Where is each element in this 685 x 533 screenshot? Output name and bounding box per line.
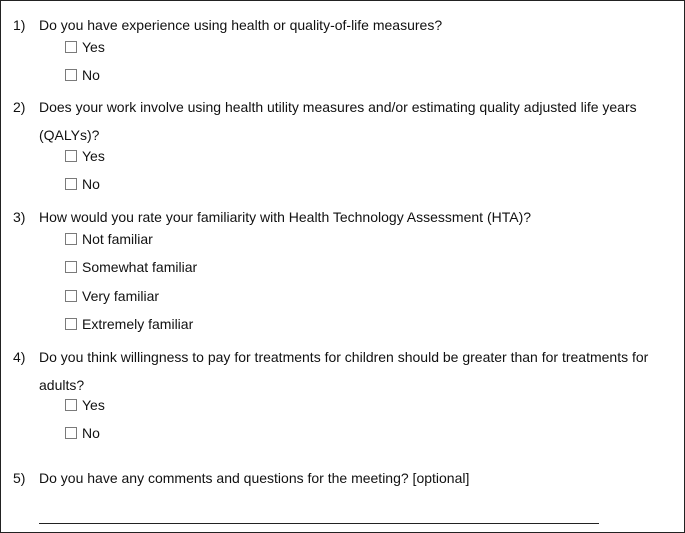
option-q1-no[interactable] <box>65 66 100 84</box>
checkbox[interactable] <box>65 290 77 302</box>
option-label: Extremely familiar <box>82 316 194 332</box>
checkbox[interactable] <box>65 261 77 273</box>
comments-answer-line[interactable] <box>39 523 599 524</box>
option-q2-yes[interactable] <box>65 147 105 165</box>
option-q3-somewhat-familiar[interactable] <box>65 258 197 276</box>
option-q1-yes[interactable] <box>65 38 105 56</box>
option-label: Not familiar <box>82 231 153 247</box>
checkbox[interactable] <box>65 233 77 245</box>
question-text: Do you think willingness to pay for treatments for children should be greater than for treatments for adults? <box>39 349 649 393</box>
checkbox[interactable] <box>65 41 77 53</box>
option-q4-no[interactable] <box>65 424 100 442</box>
question-text: Do you have experience using health or quality-of-life measures? <box>39 17 443 33</box>
option-q3-very-familiar[interactable] <box>65 287 159 305</box>
question-number: 5) <box>13 470 26 486</box>
question-number: 2) <box>13 99 26 115</box>
checkbox[interactable] <box>65 69 77 81</box>
option-label: Yes <box>82 397 105 413</box>
question-text: Do you have any comments and questions for the meeting? [optional] <box>39 470 470 486</box>
option-label: Very familiar <box>82 288 160 304</box>
option-label: No <box>82 67 100 83</box>
option-q3-extremely-familiar[interactable] <box>65 315 193 333</box>
option-q2-no[interactable] <box>65 175 100 193</box>
option-q4-yes[interactable] <box>65 396 105 414</box>
question-text: How would you rate your familiarity with Health Technology Assessment (HTA)? <box>39 209 532 225</box>
option-label: Yes <box>82 39 105 55</box>
option-label: No <box>82 425 100 441</box>
question-number: 3) <box>13 209 26 225</box>
option-label: Somewhat familiar <box>82 259 198 275</box>
question-text: Does your work involve using health utility measures and/or estimating quality adjusted life years (QALYs)? <box>39 99 637 143</box>
checkbox[interactable] <box>65 318 77 330</box>
checkbox[interactable] <box>65 150 77 162</box>
option-label: No <box>82 176 100 192</box>
question-number: 1) <box>13 17 26 33</box>
checkbox[interactable] <box>65 399 77 411</box>
option-label: Yes <box>82 148 105 164</box>
option-q3-not-familiar[interactable] <box>65 230 153 248</box>
question-number: 4) <box>13 349 26 365</box>
checkbox[interactable] <box>65 178 77 190</box>
checkbox[interactable] <box>65 427 77 439</box>
